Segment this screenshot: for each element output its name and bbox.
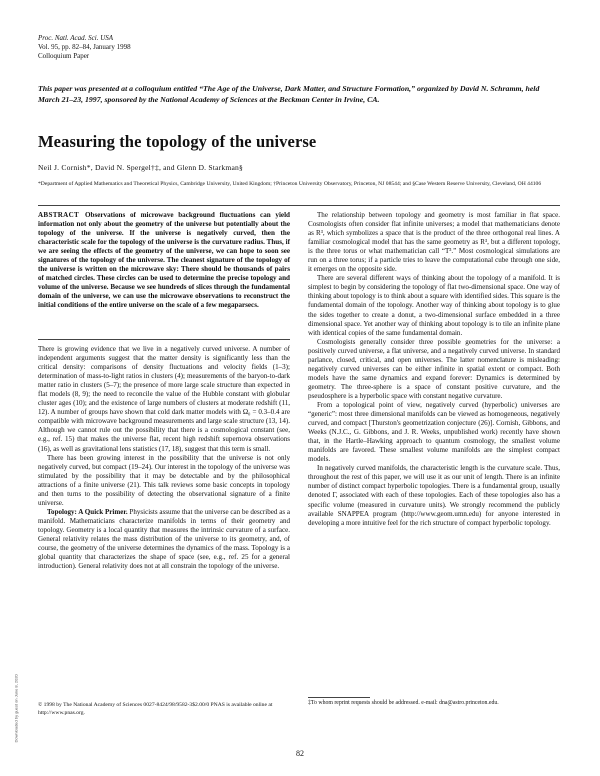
abstract-text: Observations of microwave background fluctuations can yield information not only about the geometry of the universe but potentially about the topology of the universe. If the universe is negatively curved, then the characteristic scale for the topology of the universe is the curvature radius. Thus, if we are seeing the effects of the geometry of the universe, we can hope to soon see signatures of the topology of the universe. The cleanest signature of the topology of the universe is written on the microwave sky: There should be thousands of pairs of matched circles. These circles can be used to determine the precise topology and volume of the universe. Because we see hundreds of slices through the fundamental domain of the universe, we can use the microwave observations to reconstruct the initial conditions of the entire universe on the scale of a few megaparsecs. <box>38 211 290 310</box>
abstract <box>38 211 290 311</box>
affiliations: *Department of Applied Mathematics and Theoretical Physics, Cambridge University, United Kingdom; †Princeton University Observatory, Princeton, NJ 08544; and §Case Western Reserve University, Cleveland, OH 44106 <box>38 181 542 187</box>
journal-section: Colloquium Paper <box>38 52 90 61</box>
journal-name: Proc. Natl. Acad. Sci. USA <box>38 34 114 42</box>
journal-header <box>38 34 131 62</box>
abstract-label: ABSTRACT <box>38 211 80 219</box>
footnote-divider <box>308 697 370 698</box>
copyright-notice: © 1998 by The National Academy of Sciences 0027-8424/98/9582-3$2.00/0 PNAS is available online at http://www.pnas.org. <box>38 702 273 716</box>
paragraph: The relationship between topology and geometry is most familiar in flat space. Cosmologists often consider flat infinite universes; a model that mathematicians denote as R³, which symbolizes a space that is the product of the three orthogonal real lines. A familiar cosmological model that has the same geometry as R³, but a different topology, is the three torus or what mathematician call “T³.” Most cosmological simulations are run on a three torus; if a particle tries to leave the computational cube through one side, it emerges on the opposite side. <box>308 211 560 274</box>
paragraph <box>38 508 290 571</box>
header-divider <box>38 205 560 206</box>
paragraph: There are several different ways of thinking about the topology of a manifold. It is simplest to begin by considering the topology of flat two-dimensional space. One way of thinking about topology is to think about a square with identified sides. This square is the fundamental domain of the topology. Another way of thinking about topology is to glue the sides together to create a donut, a two-dimensional surface embedded in a three dimensional space. Yet another way of thinking about topology is to tile an infinite plane with identical copies of the same fundamental domain. <box>308 274 560 337</box>
footnote: ‡To whom reprint requests should be addressed. e-mail: dna@astro.princeton.edu. <box>308 700 499 706</box>
paragraph: Cosmologists generally consider three possible geometries for the universe: a positively curved universe, a flat universe, and a negatively curved universe. In standard parlance, closed, critical, and open universes. The latter nomenclature is misleading: negatively curved universes can be either infinite in spatial extent or compact. Both models have the same dynamics and expand forever: Dynamics is determined by geometry. The three-sphere is a space of constant positive curvature, and the pseudosphere is a hyperbolic space with constant negative curvature. <box>308 337 560 400</box>
paragraph: There is growing evidence that we live in a negatively curved universe. A number of independent arguments suggest that the matter density is significantly less than the critical density: comparisons of density fluctuations and velocity fields (1–3); determination of mass-to-light ratios in clusters (4); measurements of the baryon-to-dark matter ratio in clusters (5–7); the presence of more large scale structure than expected in flat models (8, 9); the need to reconcile the value of the Hubble constant with globular cluster ages (10); and the existence of large numbers of clusters at moderate redshift (11, 12). A number of groups have shown that cold dark matter models with Ω₀ = 0.3–0.4 are compatible with microwave background measurements and large scale structure (13, 14). Although we cannot rule out the possibility that there is a cosmological constant (see, e.g., ref. 15) that makes the universe flat, recent high redshift supernova observations (16), as well as gravitational lens statistics (17, 18), suggest that this term is small. <box>38 345 290 453</box>
section-heading: Topology: A Quick Primer. <box>47 507 128 516</box>
author-list: Neil J. Cornish*, David N. Spergel†‡, and Glenn D. Starkman§ <box>38 163 244 172</box>
paragraph: There has been growing interest in the possibility that the universe is not only negatively curved, but compact (19–24). Our interest in the topology of the universe was stimulated by the possibility that it may be detectable and by the philosophical attractions of a finite universe (21). This talk reviews some basic concepts in topology and then turns to the possibility of detecting the observational signature of a finite universe. <box>38 453 290 507</box>
section-text: Physicists assume that the universe can be described as a manifold. Mathematicians characterize manifolds in terms of their geometry and topology. Geometry is a local quantity that measures the intrinsic curvature of a surface. General relativity relates the mass distribution of the universe to its geometry, and, of course, the geometry of the universe determines the dynamics of the mass. Topology is a global quantity that characterizes the shape of space (see, e.g., ref. 25 for a general introduction). General relativity does not at all constrain the topology of the universe. <box>38 507 290 571</box>
paragraph: In negatively curved manifolds, the characteristic length is the curvature scale. Thus, throughout the rest of this paper, we will use it as our unit of length. There is an infinite number of distinct compact hyperbolic topologies. There is a fundamental group, usually denoted Γ, associated with each of these topologies. Each of these topologies also has a specific volume (measured in curvature units). We strongly recommend the publicly available SNAPPEA program (http://www.geom.umn.edu) for anyone interested in developing a more intuitive feel for the rich structure of compact hyperbolic topology. <box>308 464 560 527</box>
download-note: Downloaded by guest on June 8, 2020 <box>13 674 19 743</box>
download-sidebar <box>6 600 19 750</box>
journal-volume: Vol. 95, pp. 82–84, January 1998 <box>38 43 131 52</box>
right-column <box>308 211 560 528</box>
page-number: 82 <box>296 749 304 758</box>
colloquium-note: This paper was presented at a colloquium entitled “The Age of the Universe, Dark Matter, and Structure Formation,” organized by David N. Schramm, held March 21–23, 1997, sponsored by the National Academy of Sciences at the Beckman Center in Irvine, CA. <box>38 84 540 104</box>
left-column <box>38 345 290 571</box>
abstract-divider <box>38 339 290 340</box>
paragraph: From a topological point of view, negatively curved (hyperbolic) universes are “generic”: most three dimensional manifolds can be viewed as homogeneous, negatively curved, and compact [Thurston's geometrization conjecture (26)]. Cornish, Gibbons, and Weeks (N.J.C., G. Gibbons, and J. R. Weeks, unpublished work) recently have shown that, in the Hartle–Hawking approach to quantum cosmology, the smallest volume manifolds are favored. These smallest volume manifolds are the simplest compact models. <box>308 400 560 464</box>
paper-title: Measuring the topology of the universe <box>38 132 317 151</box>
